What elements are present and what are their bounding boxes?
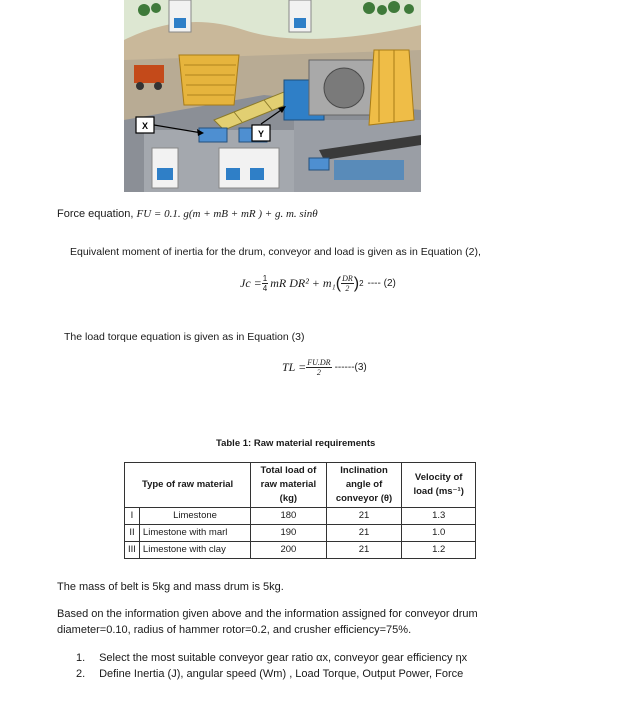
task-text: Select the most suitable conveyor gear ratio αx, conveyor gear efficiency ηx	[99, 652, 468, 664]
inertia-term1: mR DR² + m₁	[270, 276, 336, 290]
torque-fraction	[306, 358, 331, 377]
mass-text: The mass of belt is 5kg and mass drum is 5kg.	[57, 581, 284, 593]
torque-denominator: 2	[316, 368, 321, 377]
row-velocity: 1.2	[402, 542, 476, 559]
row-load: 200	[251, 542, 327, 559]
row-velocity: 1.0	[402, 525, 476, 542]
table-caption: Table 1: Raw material requirements	[216, 438, 376, 449]
row-type: Limestone with clay	[139, 542, 250, 559]
inertia-lhs: Jc =	[240, 276, 262, 290]
force-equation-prefix: Force equation,	[57, 208, 134, 220]
table-row	[125, 525, 476, 542]
row-load: 190	[251, 525, 327, 542]
row-angle: 21	[326, 508, 402, 525]
table-row	[125, 542, 476, 559]
header-load: Total load of raw material (kg)	[251, 463, 327, 508]
torque-lhs: TL =	[282, 360, 307, 374]
table-row	[125, 508, 476, 525]
inertia-equation-tag: ---- (2)	[367, 278, 396, 289]
torque-equation-tag: ------(3)	[334, 362, 367, 373]
label-x: X	[141, 121, 149, 131]
paren-denominator: 2	[345, 284, 350, 293]
list-item	[76, 668, 467, 680]
force-equation-formula: FU = 0.1. g(m + mB + mR ) + g. m. sinθ	[136, 208, 318, 220]
row-type: Limestone with marl	[139, 525, 250, 542]
row-angle: 21	[326, 525, 402, 542]
table-header-row	[125, 463, 476, 508]
raw-material-table	[124, 462, 476, 559]
inertia-equation: Jc = $\frac{1}{4}$ mR DR² + m₁ ( $\frac{DR}{2}$ ) 2 ---- (2)	[240, 274, 396, 293]
label-y: Y	[257, 129, 265, 139]
row-angle: 21	[326, 542, 402, 559]
torque-numerator: FU.DR	[307, 358, 331, 367]
torque-intro: The load torque equation is given as in Equation (3)	[64, 331, 305, 343]
inertia-intro: Equivalent moment of inertia for the drum, conveyor and load is given as in Equation (2),	[70, 246, 481, 258]
torque-equation	[282, 358, 367, 377]
coef-denominator: 4	[262, 284, 268, 293]
row-number: III	[125, 542, 140, 559]
header-angle: Inclination angle of conveyor (θ)	[326, 463, 402, 508]
task-number: 1.	[76, 652, 86, 664]
inertia-paren-fraction	[341, 274, 354, 293]
task-list	[76, 652, 467, 680]
header-velocity: Velocity of load (ms⁻¹)	[402, 463, 476, 508]
task-number: 2.	[76, 668, 86, 680]
based-text-line-2: diameter=0.10, radius of hammer rotor=0.2, and crusher efficiency=75%.	[57, 624, 412, 636]
row-type: Limestone	[139, 508, 250, 525]
based-text-line-1: Based on the information given above and the information assigned for conveyor drum	[57, 608, 478, 620]
row-load: 180	[251, 508, 327, 525]
header-type: Type of raw material	[125, 463, 251, 508]
list-item	[76, 652, 467, 664]
row-number: II	[125, 525, 140, 542]
force-equation	[57, 208, 318, 220]
paren-numerator: DR	[342, 274, 353, 283]
coef-numerator: 1	[262, 274, 268, 283]
row-number: I	[125, 508, 140, 525]
crusher-plant-illustration	[124, 0, 421, 192]
task-text: Define Inertia (J), angular speed (Wm) , Load Torque, Output Power, Force	[99, 668, 464, 680]
row-velocity: 1.3	[402, 508, 476, 525]
inertia-coefficient-fraction	[262, 274, 268, 293]
